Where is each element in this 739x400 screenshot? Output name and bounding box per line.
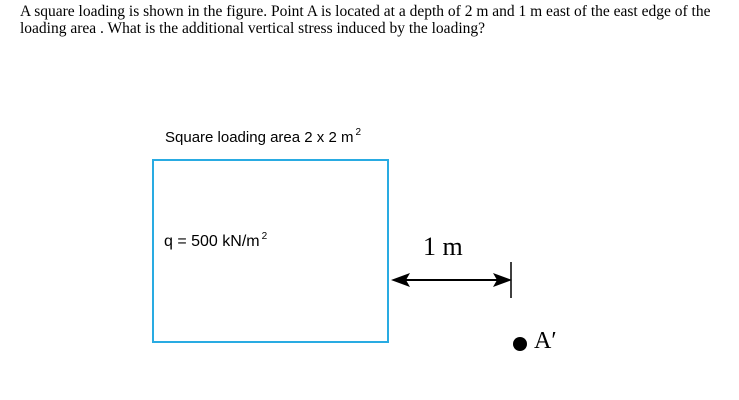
distance-label: 1 m: [423, 232, 463, 261]
question-text: A square loading is shown in the figure. Point A is located at a depth of 2 m and 1 m east of the east edge of the loading area . What is the additional vertical stress induced by the loading?: [20, 3, 711, 37]
caption-text: Square loading area 2 x 2 m: [165, 129, 354, 146]
point-a-dot-icon: [513, 337, 527, 351]
load-text: q = 500 kN/m: [164, 233, 260, 250]
load-superscript: 2: [261, 231, 268, 242]
caption-superscript: 2: [355, 127, 362, 138]
point-a-label: A′: [534, 328, 557, 354]
